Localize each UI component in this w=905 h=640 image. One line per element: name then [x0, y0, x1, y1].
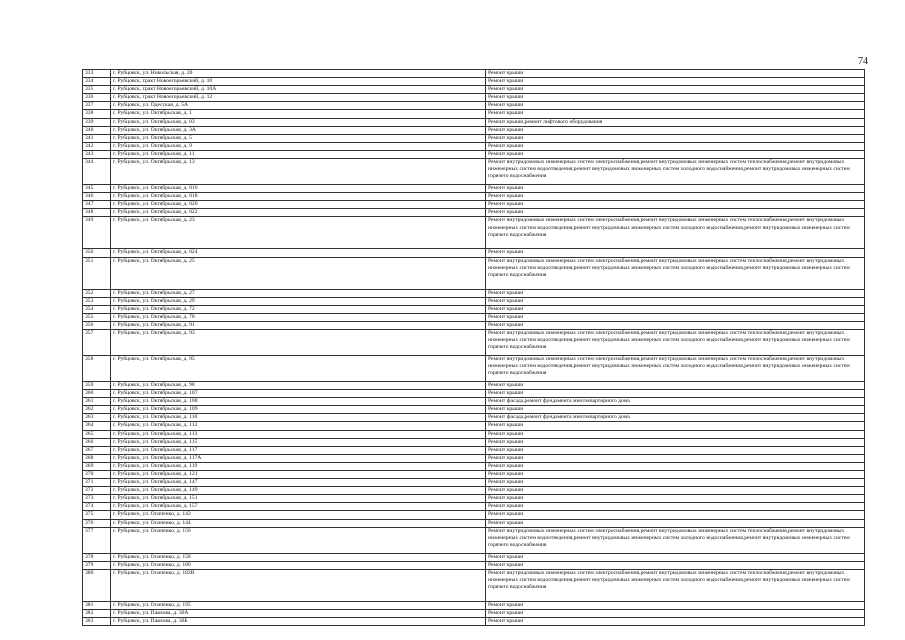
table-row	[83, 398, 865, 406]
address-cell: г. Рубцовск, ул. Октябрьская, д. 98	[111, 381, 486, 389]
row-number-cell: 357	[83, 329, 111, 355]
table-row	[83, 86, 865, 94]
table-body	[83, 70, 865, 626]
table-row	[83, 462, 865, 470]
work-type-cell: Ремонт внутридомовых инженерных систем электроснабжения,ремонт внутридомовых инженерных систем теплоснабжения,ремонт внутридомовых инженерных систем водоотведения,ремонт внутридомовых инженерных систем холодного водоснабжения,ремонт внутридомовых инженерных систем горячего водоснабжения	[486, 355, 865, 381]
row-number-cell: 340	[83, 126, 111, 134]
table-row	[83, 479, 865, 487]
table-row	[83, 527, 865, 553]
work-type-cell: Ремонт крыши	[486, 561, 865, 569]
row-number-cell: 375	[83, 511, 111, 519]
work-type-cell: Ремонт внутридомовых инженерных систем электроснабжения,ремонт внутридомовых инженерных систем теплоснабжения,ремонт внутридомовых инженерных систем водоотведения,ремонт внутридомовых инженерных систем холодного водоснабжения,ремонт внутридомовых инженерных систем горячего водоснабжения	[486, 569, 865, 601]
row-number-cell: 338	[83, 110, 111, 118]
row-number-cell: 333	[83, 70, 111, 78]
work-type-cell: Ремонт крыши	[486, 511, 865, 519]
work-type-cell: Ремонт крыши	[486, 313, 865, 321]
address-cell: г. Рубцовск, ул. Павлова, д. 30Б	[111, 618, 486, 626]
work-type-cell: Ремонт крыши	[486, 618, 865, 626]
work-type-cell: Ремонт крыши	[486, 446, 865, 454]
work-type-cell: Ремонт крыши	[486, 150, 865, 158]
table-row	[83, 185, 865, 193]
address-cell: г. Рубцовск, ул. Октябрьская, д. 11	[111, 150, 486, 158]
address-cell: г. Рубцовск, ул. Осипенко, д. 180	[111, 561, 486, 569]
address-cell: г. Рубцовск, тракт Новоегорьевский, д. 12	[111, 94, 486, 102]
row-number-cell: 373	[83, 495, 111, 503]
table-row	[83, 70, 865, 78]
table-row	[83, 503, 865, 511]
work-type-cell: Ремонт внутридомовых инженерных систем электроснабжения,ремонт внутридомовых инженерных систем теплоснабжения,ремонт внутридомовых инженерных систем водоотведения,ремонт внутридомовых инженерных систем холодного водоснабжения,ремонт внутридомовых инженерных систем горячего водоснабжения	[486, 159, 865, 185]
row-number-cell: 360	[83, 390, 111, 398]
work-type-cell: Ремонт крыши	[486, 454, 865, 462]
row-number-cell: 348	[83, 209, 111, 217]
address-cell: г. Рубцовск, ул. Октябрьская, д. 95	[111, 355, 486, 381]
address-cell: г. Рубцовск, ул. Октябрьская, д. 5	[111, 134, 486, 142]
table-row	[83, 438, 865, 446]
table-row	[83, 118, 865, 126]
row-number-cell: 363	[83, 414, 111, 422]
row-number-cell: 379	[83, 561, 111, 569]
address-cell: г. Рубцовск, ул. Октябрьская, д. 13	[111, 159, 486, 185]
table-row	[83, 249, 865, 257]
row-number-cell: 370	[83, 471, 111, 479]
work-type-cell: Ремонт внутридомовых инженерных систем электроснабжения,ремонт внутридомовых инженерных систем теплоснабжения,ремонт внутридомовых инженерных систем водоотведения,ремонт внутридомовых инженерных систем холодного водоснабжения,ремонт внутридомовых инженерных систем горячего водоснабжения	[486, 257, 865, 289]
address-cell: г. Рубцовск, ул. Октябрьская, д. 147	[111, 479, 486, 487]
work-type-cell: Ремонт крыши	[486, 430, 865, 438]
work-type-cell: Ремонт крыши	[486, 519, 865, 527]
address-cell: г. Рубцовск, ул. Октябрьская, д. 9	[111, 142, 486, 150]
address-cell: г. Рубцовск, ул. Октябрьская, д. 23	[111, 217, 486, 249]
table-row	[83, 618, 865, 626]
work-type-cell: Ремонт крыши	[486, 321, 865, 329]
work-type-cell: Ремонт крыши	[486, 209, 865, 217]
work-type-cell: Ремонт крыши	[486, 422, 865, 430]
table-row	[83, 142, 865, 150]
row-number-cell: 361	[83, 398, 111, 406]
row-number-cell: 365	[83, 430, 111, 438]
table-row	[83, 297, 865, 305]
table-row	[83, 390, 865, 398]
address-cell: г. Рубцовск, ул. Октябрьская, д. 78	[111, 313, 486, 321]
work-type-cell: Ремонт крыши	[486, 289, 865, 297]
table-row	[83, 355, 865, 381]
address-cell: г. Рубцовск, ул. Октябрьская, д. 107	[111, 390, 486, 398]
work-type-cell: Ремонт крыши	[486, 438, 865, 446]
work-type-cell: Ремонт крыши	[486, 406, 865, 414]
row-number-cell: 377	[83, 527, 111, 553]
work-type-cell: Ремонт крыши	[486, 553, 865, 561]
work-type-cell: Ремонт крыши	[486, 201, 865, 209]
address-cell: г. Рубцовск, ул. Октябрьская, д. 119	[111, 462, 486, 470]
row-number-cell: 382	[83, 609, 111, 617]
work-type-cell: Ремонт крыши	[486, 297, 865, 305]
row-number-cell: 374	[83, 503, 111, 511]
address-cell: г. Рубцовск, ул. Октябрьская, д. 1	[111, 110, 486, 118]
work-type-cell: Ремонт крыши	[486, 503, 865, 511]
row-number-cell: 369	[83, 462, 111, 470]
table-row	[83, 110, 865, 118]
address-cell: г. Рубцовск, ул. Октябрьская, д. 3А	[111, 126, 486, 134]
table-row	[83, 217, 865, 249]
row-number-cell: 356	[83, 321, 111, 329]
address-cell: г. Рубцовск, ул. Октябрьская, д. 113	[111, 430, 486, 438]
address-cell: г. Рубцовск, ул. Октябрьская, д. 93	[111, 329, 486, 355]
address-cell: г. Рубцовск, ул. Октябрьская, д. 117	[111, 446, 486, 454]
table-row	[83, 321, 865, 329]
address-cell: г. Рубцовск, ул. Октябрьская, д. 016	[111, 185, 486, 193]
address-cell: г. Рубцовск, ул. Осипенко, д. 156	[111, 527, 486, 553]
work-type-cell: Ремонт крыши	[486, 185, 865, 193]
table-row	[83, 406, 865, 414]
address-cell: г. Рубцовск, ул. Октябрьская, д. 117А	[111, 454, 486, 462]
work-type-cell: Ремонт фасада,ремонт фундамента многоквартирного дома	[486, 398, 865, 406]
work-type-cell: Ремонт крыши	[486, 390, 865, 398]
address-cell: г. Рубцовск, ул. Октябрьская, д. 110	[111, 414, 486, 422]
work-type-cell: Ремонт крыши	[486, 462, 865, 470]
table-row	[83, 159, 865, 185]
row-number-cell: 351	[83, 257, 111, 289]
table-row	[83, 193, 865, 201]
work-type-cell: Ремонт крыши	[486, 249, 865, 257]
work-type-cell: Ремонт крыши	[486, 134, 865, 142]
table-row	[83, 487, 865, 495]
address-cell: г. Рубцовск, ул. Октябрьская, д. 109	[111, 406, 486, 414]
address-cell: г. Рубцовск, ул. Никольская, д. 20	[111, 70, 486, 78]
row-number-cell: 341	[83, 134, 111, 142]
row-number-cell: 344	[83, 159, 111, 185]
address-cell: г. Рубцовск, ул. Октябрьская, д. 151	[111, 495, 486, 503]
row-number-cell: 354	[83, 305, 111, 313]
row-number-cell: 353	[83, 297, 111, 305]
table-row	[83, 609, 865, 617]
table-row	[83, 511, 865, 519]
table-row	[83, 422, 865, 430]
row-number-cell: 381	[83, 601, 111, 609]
row-number-cell: 358	[83, 355, 111, 381]
work-type-cell: Ремонт крыши	[486, 102, 865, 110]
row-number-cell: 350	[83, 249, 111, 257]
row-number-cell: 355	[83, 313, 111, 321]
repair-schedule-table	[82, 69, 865, 626]
work-type-cell: Ремонт крыши	[486, 86, 865, 94]
row-number-cell: 359	[83, 381, 111, 389]
work-type-cell: Ремонт крыши	[486, 381, 865, 389]
row-number-cell: 352	[83, 289, 111, 297]
table-row	[83, 519, 865, 527]
table-row	[83, 454, 865, 462]
work-type-cell: Ремонт крыши	[486, 94, 865, 102]
table-row	[83, 78, 865, 86]
work-type-cell: Ремонт крыши	[486, 110, 865, 118]
work-type-cell: Ремонт крыши	[486, 193, 865, 201]
row-number-cell: 380	[83, 569, 111, 601]
table-row	[83, 209, 865, 217]
address-cell: г. Рубцовск, ул. Октябрьская, д. 25	[111, 257, 486, 289]
table-row	[83, 150, 865, 158]
table-row	[83, 381, 865, 389]
address-cell: г. Рубцовск, ул. Октябрьская, д. 022	[111, 209, 486, 217]
table-row	[83, 430, 865, 438]
table-row	[83, 414, 865, 422]
table-row	[83, 257, 865, 289]
address-cell: г. Рубцовск, ул. Октябрьская, д. 03	[111, 118, 486, 126]
address-cell: г. Рубцовск, ул. Октябрьская, д. 72	[111, 305, 486, 313]
address-cell: г. Рубцовск, ул. Осипенко, д. 142	[111, 511, 486, 519]
address-cell: г. Рубцовск, ул. Октябрьская, д. 121	[111, 471, 486, 479]
work-type-cell: Ремонт внутридомовых инженерных систем электроснабжения,ремонт внутридомовых инженерных систем теплоснабжения,ремонт внутридомовых инженерных систем водоотведения,ремонт внутридомовых инженерных систем холодного водоснабжения,ремонт внутридомовых инженерных систем горячего водоснабжения	[486, 217, 865, 249]
table-row	[83, 126, 865, 134]
row-number-cell: 337	[83, 102, 111, 110]
table-row	[83, 471, 865, 479]
work-type-cell: Ремонт крыши	[486, 78, 865, 86]
address-cell: г. Рубцовск, тракт Новоегорьевский, д. 10А	[111, 86, 486, 94]
table-row	[83, 134, 865, 142]
address-cell: г. Рубцовск, ул. Октябрьская, д. 112	[111, 422, 486, 430]
address-cell: г. Рубцовск, ул. Октябрьская, д. 29	[111, 297, 486, 305]
row-number-cell: 372	[83, 487, 111, 495]
table-row	[83, 201, 865, 209]
table-row	[83, 495, 865, 503]
row-number-cell: 376	[83, 519, 111, 527]
row-number-cell: 345	[83, 185, 111, 193]
address-cell: г. Рубцовск, ул. Октябрьская, д. 27	[111, 289, 486, 297]
work-type-cell: Ремонт внутридомовых инженерных систем электроснабжения,ремонт внутридомовых инженерных систем теплоснабжения,ремонт внутридомовых инженерных систем водоотведения,ремонт внутридомовых инженерных систем холодного водоснабжения,ремонт внутридомовых инженерных систем горячего водоснабжения	[486, 329, 865, 355]
row-number-cell: 366	[83, 438, 111, 446]
table-row	[83, 94, 865, 102]
address-cell: г. Рубцовск, ул. Осипенко, д. 195	[111, 601, 486, 609]
work-type-cell: Ремонт крыши,ремонт лифтового оборудования	[486, 118, 865, 126]
work-type-cell: Ремонт крыши	[486, 126, 865, 134]
row-number-cell: 349	[83, 217, 111, 249]
row-number-cell: 378	[83, 553, 111, 561]
address-cell: г. Рубцовск, ул. Октябрьская, д. 108	[111, 398, 486, 406]
row-number-cell: 334	[83, 78, 111, 86]
work-type-cell: Ремонт крыши	[486, 70, 865, 78]
table-row	[83, 329, 865, 355]
row-number-cell: 383	[83, 618, 111, 626]
table-row	[83, 561, 865, 569]
table-row	[83, 446, 865, 454]
page-number: 74	[858, 56, 868, 67]
work-type-cell: Ремонт крыши	[486, 487, 865, 495]
address-cell: г. Рубцовск, ул. Октябрьская, д. 149	[111, 487, 486, 495]
address-cell: г. Рубцовск, ул. Октябрьская, д. 115	[111, 438, 486, 446]
work-type-cell: Ремонт крыши	[486, 471, 865, 479]
table-row	[83, 313, 865, 321]
row-number-cell: 343	[83, 150, 111, 158]
table-row	[83, 102, 865, 110]
work-type-cell: Ремонт крыши	[486, 142, 865, 150]
address-cell: г. Рубцовск, ул. Октябрьская, д. 018	[111, 193, 486, 201]
address-cell: г. Рубцовск, ул. Павлова, д. 30А	[111, 609, 486, 617]
address-cell: г. Рубцовск, ул. Октябрьская, д. 91	[111, 321, 486, 329]
work-type-cell: Ремонт крыши	[486, 479, 865, 487]
row-number-cell: 371	[83, 479, 111, 487]
work-type-cell: Ремонт внутридомовых инженерных систем электроснабжения,ремонт внутридомовых инженерных систем теплоснабжения,ремонт внутридомовых инженерных систем водоотведения,ремонт внутридомовых инженерных систем холодного водоснабжения,ремонт внутридомовых инженерных систем горячего водоснабжения	[486, 527, 865, 553]
address-cell: г. Рубцовск, ул. Октябрьская, д. 020	[111, 201, 486, 209]
row-number-cell: 335	[83, 86, 111, 94]
row-number-cell: 339	[83, 118, 111, 126]
address-cell: г. Рубцовск, тракт Новоегорьевский, д. 10	[111, 78, 486, 86]
row-number-cell: 367	[83, 446, 111, 454]
address-cell: г. Рубцовск, ул. Одесская, д. 5А	[111, 102, 486, 110]
row-number-cell: 342	[83, 142, 111, 150]
table-row	[83, 553, 865, 561]
row-number-cell: 347	[83, 201, 111, 209]
table-row	[83, 289, 865, 297]
work-type-cell: Ремонт крыши	[486, 305, 865, 313]
address-cell: г. Рубцовск, ул. Осипенко, д. 182В	[111, 569, 486, 601]
work-type-cell: Ремонт крыши	[486, 609, 865, 617]
address-cell: г. Рубцовск, ул. Осипенко, д. 144	[111, 519, 486, 527]
table-row	[83, 569, 865, 601]
row-number-cell: 346	[83, 193, 111, 201]
row-number-cell: 364	[83, 422, 111, 430]
address-cell: г. Рубцовск, ул. Октябрьская, д. 024	[111, 249, 486, 257]
work-type-cell: Ремонт крыши	[486, 495, 865, 503]
row-number-cell: 336	[83, 94, 111, 102]
row-number-cell: 368	[83, 454, 111, 462]
table-row	[83, 601, 865, 609]
table-row	[83, 305, 865, 313]
address-cell: г. Рубцовск, ул. Октябрьская, д. 157	[111, 503, 486, 511]
work-type-cell: Ремонт крыши	[486, 601, 865, 609]
work-type-cell: Ремонт фасада,ремонт фундамента многоквартирного дома	[486, 414, 865, 422]
address-cell: г. Рубцовск, ул. Осипенко, д. 158	[111, 553, 486, 561]
row-number-cell: 362	[83, 406, 111, 414]
